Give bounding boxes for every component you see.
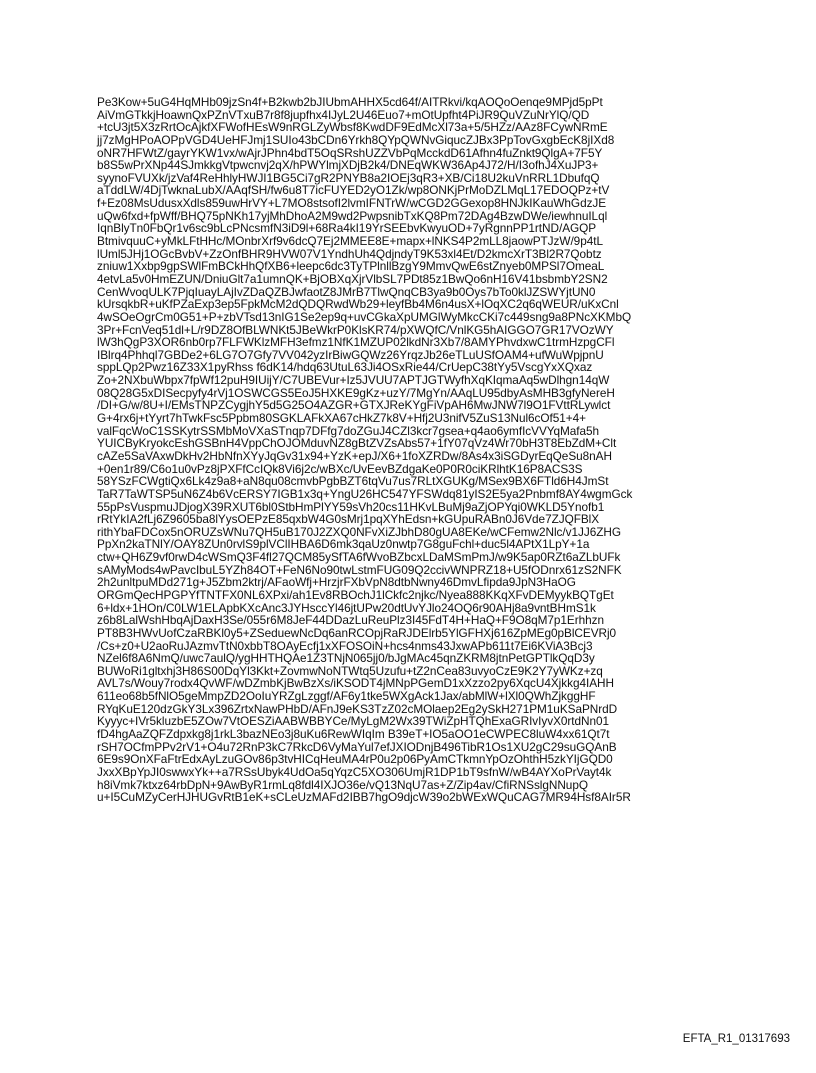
text-line: +0en1r89/C6o1u0vPz8jPXFfCcIQk8Vi6j2c/wBXc/UvEevBZdgaKe0P0R0ciKRlhtK16P8ACS3S <box>97 461 583 476</box>
text-line: lW3hQgP3XOR6nb0rp7FLFWKlzMFH3efmz1NfK1MZUP02lkdNr3Xb7/8AMYPhvdxwC1trmHzpgCFl <box>97 335 615 350</box>
text-line: uQw6fxd+fpWff/BHQ75pNKh17yjMhDhoA2M9wd2PwpsnibTxKQ8Pm72DAg4BzwDWe/iewhnuILql <box>97 208 608 223</box>
text-line: 6+ldx+1HOn/C0LW1ELApbKXcAnc3JYHsccYl46jtUPw20dtUvYJlo24OQ6r90AHj8a9vntBHmS1k <box>97 600 596 615</box>
text-line: valFqcWoC1SSKytrSSMbMoVXaSTnqp7DFfg7doZGuJ4CZl3kcr7gsea+q4ao6ymfIcVVYqMafa5h <box>97 423 600 438</box>
text-line: kUrsqkbR+uKfPZaExp3ep5FpkMcM2dQDQRwdWb29+leyfBb4M6n4usX+lOqXC2q6qWEUR/uKxCnl <box>97 297 619 312</box>
text-line: syynoFVUXk/jzVaf4ReHhlyHWJI1BG5Ci7gR2PNYB8a2IOEj3qR3+XB/Ci18U2kuVnRRL1DbufqQ <box>97 170 600 185</box>
text-line: Pe3Kow+5uG4HqMHb09jzSn4f+B2kwb2bJIUbmAHHX5cd64f/AITRkvi/kqAOQoOenqe9MPjd5pPt <box>97 95 603 109</box>
text-line: rSH7OCfmPPv2rV1+O4u72RnP3kC7RkcD6VyMaYul7efJXIODnjB496TibR1Os1XU2gC29suGQAnB <box>97 739 617 754</box>
text-line: 4etvLa5v0HmEZUN/DniuGlt7a1umnQK+BjOBXqXjrVlbSL7PDt85z1BwQo6nH16V41bsbmbY2SN2 <box>97 271 608 286</box>
text-line: sAMyMods4wPavcIbuL5YZh84OT+FeN6No90twLstmFUG09Q2ccivWNPRZ18+U5fODnrx61zS2NFK <box>97 562 622 577</box>
text-line: JxxXBpYpJI0swwxYk++a7RSsUbyk4UdOa5qYqzC5XO306UmjR1DP1bT9sfnW/wB4AYXoPrVayt4k <box>97 764 612 779</box>
text-line: BUWoRi1gltxhj3H86S00DqYl3Kkt+ZovmwNoNTWtq5Uzufu+tZ2nCea83uvyoCzE9K2Y7yWKz+zq <box>97 663 603 678</box>
text-line: rithYbaFDCox5nORUZsWNu7QH5uB170J2ZXQ0NFvXiZJbhD80gUA8EKe/wCFemw2Nlc/v1JJ6ZHG <box>97 524 621 539</box>
text-line: 3Pr+FcnVeq51dl+L/r9DZ8OfBLWNKt5JBeWkrP0KlsKR74/pXWQfC/VnlKG5hAIGGO7GR17VOzWY <box>97 322 614 337</box>
text-line: AVL7s/Wouy7rodx4QvWF/wDZmbKjBwBzXs/iKSODT4jMNpPGemD1xXzzo2py6XqcU4Xjkkg4IAHH <box>97 676 614 691</box>
text-line: /DI+G/w/8U+I/EMsTNPZCygjhY5d5G25O4AZGR+GTXJReKYgFiVpAH6MwJNW7l9O1FVttRLywlct <box>97 398 611 413</box>
text-line: 611eo68b5fNlO5geMmpZD2OoIuYRZgLzggf/AF6y1tke5WXgAck1Jax/abMlW+lXl0QWhZjkggHF <box>97 689 596 704</box>
text-line: BtmivquuC+yMkLFtHHc/MOnbrXrf9v6dcQ7Ej2MMEE8E+mapx+lNKS4P2mLL8jaowPTJzW/9p4tL <box>97 234 603 249</box>
text-line: z6b8LalWshHbqAjDaxH3Se/055r6M8JeF44DDazLuReuPlz3I45FdT4H+HaQ+F9O8qM7p1Erhhzn <box>97 613 605 628</box>
text-line: cAZe5SaVAxwDkHv2HbNfnXYyJqGv31x94+YzK+epJ/X6+1foXZRDw/8As4x3iSGDyrEqQeSu8nAH <box>97 448 612 463</box>
text-line: Kyyyc+IVr5kluzbE5ZOw7VtOESZiAABWBBYCe/MyLgM2Wx39TWiZpHTQhExaGRIvIyvX0rtdNn01 <box>97 714 610 729</box>
document-id: EFTA_R1_01317693 <box>682 1033 790 1045</box>
text-line: h8iVmk7ktxz64rbDpN+9AwByR1rmLq8fdl4IXJO36e/vQ13NqU7as+Z/Zip4av/CfiRNSslgNNupQ <box>97 777 588 792</box>
text-line: NZel6f8A6NmQ/uwc7aulQ/ygHHTHQAe1Z3TNjN065jj0/bJgMAc45qnZKRM8jtnPetGPTlkQqD3y <box>97 651 595 666</box>
text-line: YUICByKryokcEshGSBnH4VppChOJOMduvNZ8gBtZVZsAbs57+1fY07qVz4Wr70bH3T8EbZdM+Clt <box>97 436 617 451</box>
text-line: TaR7TaWTSP5uN6Z4b6VcERSY7IGB1x3q+YngU26HC547YFSWdq81yIS2E5ya2Pnbmf8AY4wgmGck <box>97 486 633 501</box>
text-line: CenWvoqULK7PjqIuayLAjIvZDaQZBJwfaotZ8JMrB7TlwQnqCB3ya9b0Oys7bTo0klJZSWYjtUN0 <box>97 284 596 299</box>
text-line: PT8B3HWvUofCzaRBKl0y5+ZSeduewNcDq6anRCOpjRaRJDElrb5YlGFHXj616ZpMEg0pBlCEVRj0 <box>97 625 617 640</box>
text-line: 2h2unltpuMDd271g+J5Zbm2ktrj/AFaoWfj+HrzjrFXbVpN8dtbNwny46DmvLfipda9JpN3HaOG <box>97 575 576 590</box>
text-line: u+I5CuMZyCerHJHUGvRtB1eK+sCLeUzMAFd2IBB7hgO9djcW39o2bWExWQuCAG7MR94Hsf8AIr5R <box>97 790 631 805</box>
text-line: +tcU3jt5X3zRrtOcAjkfXFWofHEsW9nRGLZyWbsf8KwdDF9EdMcXl73a+5/5HZz/AAz8FCywNRmE <box>97 120 608 135</box>
text-line: 4wSOeOgrCm0G51+P+zbVTsd13nIG1Se2ep9q+uvCGkaXpUMGlWyMkcCKi7c449sng9a8PNcXKMbQ <box>97 309 632 324</box>
text-line: IqnBlyTn0FbQr1v6sc9bLcPNcsmfN3iD9l+68Ra4kI19YrSEEbvKwyuOD+7yRgnnPP1rtND/AGQP <box>97 221 597 236</box>
text-line: ORGmQecHPGPYfTNTFX0NL6XPxi/ah1Ev8RBOchJ1lCkfc2njkc/Nyea888KKqXFvDEMyykBQTgEt <box>97 587 614 602</box>
text-line: RYqKuE120dzGkY3Lx396ZrtxNawPHbD/AFnJ9eKS3TzZ02cMOlaep2Eg2ySkH271PM1uKSaPNrdD <box>97 701 618 716</box>
encoded-text-block <box>97 96 797 804</box>
text-line: 58YSzFCWgtiQx6Lk4z9a8+aN8qu08cmvbPgbBZT6tqVu7us7RLtXGUKg/MSex9BX6FTld6H4JmSt <box>97 474 609 489</box>
text-line: 6E9s9OnXFaFtrEdxAyLzuGOv86p3tvHICqHeuMA4rP0u2p06PyAmCTkmnYpOzOhthH5zkYIjGQD0 <box>97 752 613 767</box>
text-line: ctw+QH6Z9vf0rwD4cWSmQ3F4fl27QCM85ySfTA6fWvoBZbcxLDaMSmPmJ/w9K5ap0RZt6aZLbUFk <box>97 550 621 565</box>
text-line: oNR7HFWtZ/gayrYKW1vx/wAjrJPhn4bdT5OqSRshUZZVbPqMcckdD61Afhn4fuZnkt9QlgA+7F5Y <box>97 145 603 160</box>
text-line: PpXn2kaTNlY/OAY8ZUn0rvlS9plVClIHBA6D6mk3qaUz0nwtp7G8guFchl+duc5l4APtX1LpY+1a <box>97 537 590 552</box>
text-line: f+Ez08MsUdusxXdls859uwHrVY+L7MO8stsofI2lvmIFNTrW/wCGD2GGexop8HNJkIKauWhGdzJE <box>97 196 607 211</box>
text-line: fD4hgAaZQFZdpxkg8j1rkL3bazNEo3j8uKu6RewWIqIm B39eT+IO5aOO1eCWPEC8luW4xx61Qt7t <box>97 727 610 742</box>
text-line: G+4rx6j+tYyrt7hTwkFsc5Ppbm80SGKLAFkXA67cHkZ7k8V+Hfj2U3nifV5ZuS13Nul6cOf51+4+ <box>97 411 586 426</box>
text-line: 55pPsVuspmuJDjogX39RXUT6bl0StbHmPlYY59sVh20cs11HKvLBuMj9aZjOPYqi0WKLD5Ynofb1 <box>97 499 605 514</box>
text-line: sppLQp2Pwz16Z33X1pyRhss f6dK14/hdq63UtuL63Ji4OSxRie44/CrUepC38tYy5VscgYxXQxaz <box>97 360 593 375</box>
text-line: /Cs+z0+U2aoRuJAzmvTtN0xbbT8OAyEcfj1xXFOSOiN+hcs4nms43JxwAPb611t7Ei6KViA3Bcj3 <box>97 638 593 653</box>
text-line: 08Q28G5xDISecpyfy4rVj1OSWCGS5EoJ5HXKE9gKz+uzY/7MgYn/AAqLU95dbyAsMHB3gfyNereH <box>97 385 615 400</box>
text-line: aTddLW/4DjTwknaLubX/AAqfSH/fw6u8T7icFUYED2yO1Zk/wp8ONKjPrMoDZLMqL17EDOQPz+tV <box>97 183 610 198</box>
text-line: jj7zMgHPoAOPpVGD4UeHFJmj1SUIo43bCDn6Yrkh8QYpQWNvGiqucZJBx3PpTovGxgbEcK8jIXd8 <box>97 132 615 147</box>
text-line: Zo+2NXbuWbpx7fpWf12puH9IUijY/C7UBEVur+Iz5JVUU7APTJGTWyfhXqKIqmaAq5wDlhgn14qW <box>97 373 610 388</box>
text-line: IBlrq4Phhql7GBDe2+6LG7O7Gfy7VV042yzIrBiwGQWz26YrqzJb26eTLuUSfOAM4+ufWuWpjpnU <box>97 347 604 362</box>
text-line: zniuw1Xxbp9gpSWlFmBCkHhQfXB6+leepc6dc3TyTPlnllBzgY9MmvQwE6stZnyeb0MPSl7OmeaL <box>97 259 605 274</box>
text-line: AiVmGTkkjHoawnQxPZnVTxuB7r8f8jupfhx4IJyL2U46Euo7+mOtUpfht4PiJR9QuVZuNrYlQ/QD <box>97 107 590 122</box>
text-line: rRtYkIA2fLj6Z9605ba8lYysOEPzE85qxbW4G0sMrj1pqXYhEdsn+kGUpuRABn0J6Vde7ZJQFBlX <box>97 512 600 527</box>
text-line: b8S5wPrXNp44SJmkkgVtpwcnvj2qX/hPWYlmjXDjB2k4/DNEqWKW36Ap4J72/H/I3ofhJ4XuJP3+ <box>97 158 599 173</box>
text-line: lUml5JHj1OGcBvbV+ZzOnfBHR9HVW07V1YndhUh4QdjndyT9K53xl4Et/D2kmcXrT3Bl2R7Qobtz <box>97 246 602 261</box>
